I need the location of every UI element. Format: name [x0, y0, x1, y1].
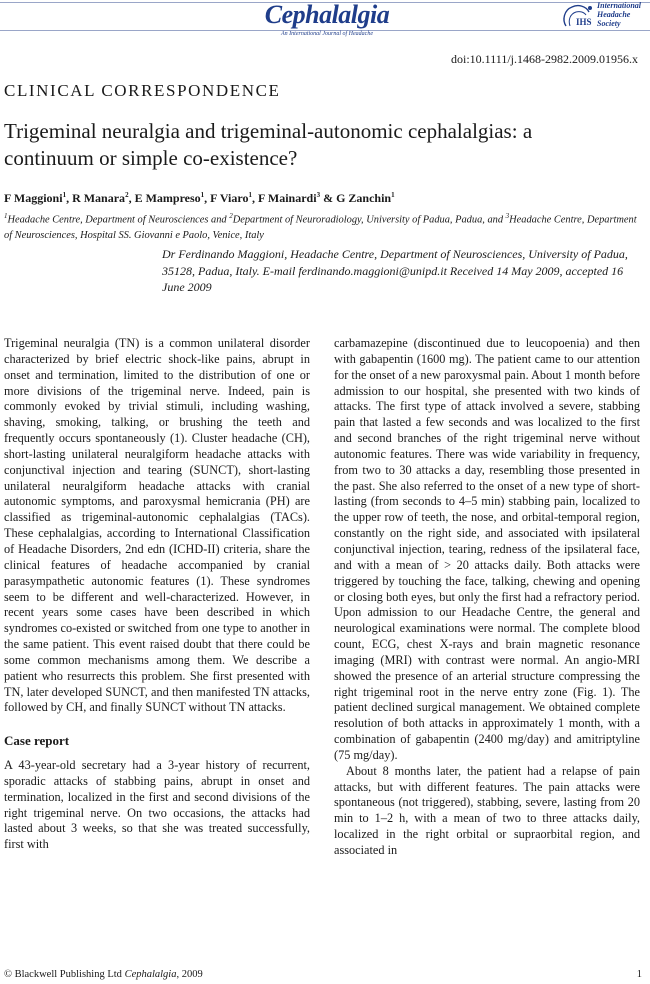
footer-journal: Cephalalgia	[124, 969, 177, 980]
society-name	[597, 1, 649, 28]
body-column-right	[334, 336, 640, 859]
author-name: R Manara	[72, 191, 126, 205]
affiliation-text: Headache Centre, Department of Neurosciences, Hospital SS. Giovanni e Paolo, Venice, Italy	[4, 214, 637, 242]
author-affiliation-mark: 1	[248, 191, 253, 199]
affiliation-text: Department of Neuroradiology, University of Padua, Padua, and	[232, 214, 506, 226]
author-name: F Viaro	[210, 191, 249, 205]
affiliations	[4, 208, 644, 244]
case-paragraph-1-end: carbamazepine (discontinued due to leucopoenia) and then with gabapentin (1600 mg). The patient came to our attention for the onset of a new paroxysmal pain. About 1 month before admission to our hospital, she presented with two kinds of attacks. The first type of attack involved a severe, stabbing pain that lasted a few seconds and was localized to the first and second branches of the right trigeminal nerve without autonomic features. There was wide variability in frequency, from two to 30 attacks a day, resembling those presented in the past. She also referred to the onset of a new type of short-lasting (from seconds to 4–5 min) stabbing pain, localized to the upper row of teeth, the nose, and orbital-temporal region, constantly on the right side, and associated with ipsilateral conjunctival injection, tearing, redness of the ipsilateral face, and with a mean of > 20 attacks daily. Both attacks were triggered by touching the face, talking, chewing and opening or closing both eyes, but only the first had a refractory period. Upon admission to our Headache Centre, the general and neurological examinations were normal. The complete blood count, ECG, chest X-rays and brain magnetic resonance imaging (MRI) with contrast were normal. An angio-MRI showed the presence of an arterial structure compressing the right trigeminal root in the nerve entry zone (Fig. 1). The patient declined surgical management. We obtained complete resolution of both attacks in approximately 1 month, with a combination of gabapentin (2400 mg/day) and amitriptyline (75 mg/day).	[334, 336, 640, 762]
author-name: F Maggioni	[4, 191, 63, 205]
footer-year: , 2009	[176, 969, 203, 980]
affiliation-text: Headache Centre, Department of Neurosciences and	[7, 214, 230, 226]
author-list: F Maggioni$^1$, R Manara$^2$, E Mampreso$^1$, F Viaro$^1$, F Mainardi$^3$ & G Zanchin$^1$	[4, 191, 395, 205]
case-paragraph-2: About 8 months later, the patient had a relapse of pain attacks, but with different features. The pain attacks were spontaneous (not triggered), stabbing, severe, lasting from 20 min to 1–2 h, with a mean of two to three attacks daily, localized in the right orbital or supraorbital region, and associated in	[334, 763, 640, 857]
author-name: G Zanchin	[336, 191, 392, 205]
author-affiliation-mark: 1	[200, 191, 205, 199]
ihs-logo-text: IHS	[576, 17, 592, 27]
body-column-left	[4, 336, 310, 853]
page-number: 1	[636, 969, 642, 980]
author-affiliation-mark: 1	[62, 191, 67, 199]
author-name: F Mainardi	[258, 191, 317, 205]
journal-title: Cephalalgia	[264, 0, 390, 29]
affiliation-number: 3	[505, 212, 510, 220]
author-name: E Mampreso	[134, 191, 201, 205]
author-affiliation-mark: 1	[391, 191, 395, 199]
society-line-2: Headache	[597, 10, 631, 19]
author-affiliation-mark: 3	[316, 191, 321, 199]
society-line-1: International	[597, 1, 642, 10]
author-affiliation-mark: 2	[125, 191, 129, 199]
affiliation-number: 2	[229, 212, 233, 220]
journal-header	[0, 0, 650, 42]
intro-paragraph: Trigeminal neuralgia (TN) is a common unilateral disorder characterized by brief electric shock-like pains, abrupt in onset and termination, limited to the distribution of one or more divisions of the trigeminal nerve. Indeed, pain is commonly evoked by trivial stimuli, including washing, shaving, smoking, talking, or brushing the teeth and frequently occurs spontaneously (1). Cluster headache (CH), short-lasting unilateral neuralgiform headache attacks with conjunctival injection and tearing (SUNCT), short-lasting unilateral neuralgiform headache attacks with cranial autonomic symptoms, and paroxysmal hemicrania (PH) are classified as trigeminal-autonomic cephalalgias (TACs). These cephalalgias, according to International Classification of Headache Disorders, 2nd edn (ICHD-II) criteria, share the clinical features of headache accompanied by cranial parasympathetic autonomic features (1). These syndromes seem to be different and well-characterized. However, in recent years some cases have been described in which syndromes co-existed or switched from one type to another in the same patient. This event raised doubt that there could be some common mechanisms among them. We describe a patient who resurrects this problem. She first presented with TN, later developed SUNCT, and then manifested TN attacks, followed by CH, and finally SUNCT without TN attacks.	[4, 336, 310, 715]
doi[interactable]: doi:10.1111/j.1468-2982.2009.01956.x	[451, 52, 638, 66]
section-kicker: CLINICAL CORRESPONDENCE	[4, 81, 281, 100]
journal-subtitle: An International Journal of Headache	[281, 31, 373, 37]
footer-copyright	[4, 969, 203, 980]
affiliation-number: 1	[4, 212, 8, 220]
correspondence: Dr Ferdinando Maggioni, Headache Centre, Department of Neurosciences, University of Padua, 35128, Padua, Italy. E-mail ferdinando.maggioni@unipd.it Received 14 May 2009, accepted 16 June 2009	[162, 247, 628, 294]
ihs-logo-icon	[560, 2, 596, 30]
case-paragraph-1-start: A 43-year-old secretary had a 3-year history of recurrent, sporadic attacks of stabbing pains, abrupt in onset and termination, localized in the first and second divisions of the right trigeminal nerve. On two occasions, the attacks had lasted about 3 weeks, so that she was treated successfully, first with	[4, 758, 310, 852]
copyright-text: © Blackwell Publishing Ltd	[4, 969, 125, 980]
case-report-heading: Case report	[4, 733, 70, 749]
society-line-3: Society	[597, 19, 621, 28]
article-title: Trigeminal neuralgia and trigeminal-autonomic cephalalgias: a continuum or simple co-existence?	[4, 119, 533, 170]
